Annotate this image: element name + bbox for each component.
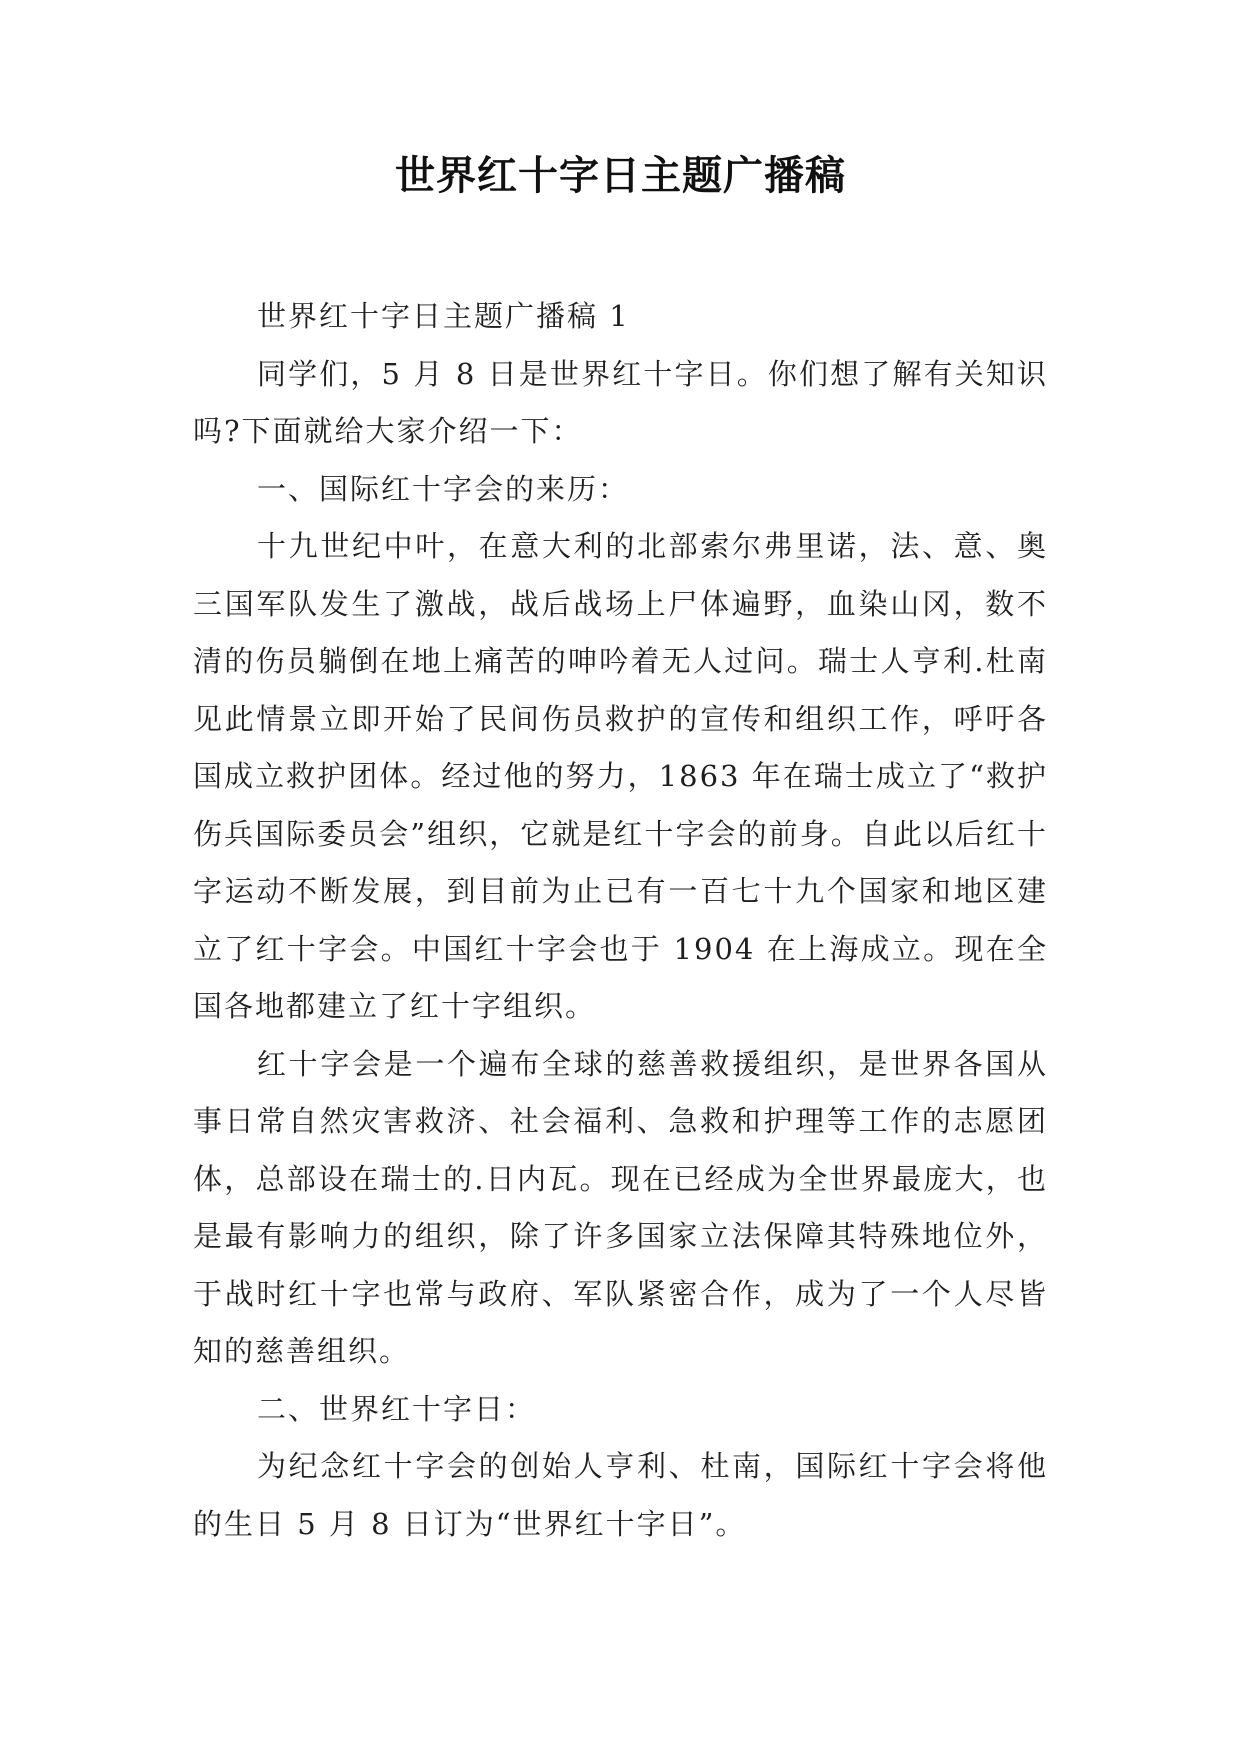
document-title: 世界红十字日主题广播稿 <box>395 152 846 199</box>
paragraph-history: 十九世纪中叶，在意大利的北部索尔弗里诺，法、意、奥三国军队发生了激战，战后战场上尸体遍野，血染山冈，数不清的伤员躺倒在地上痛苦的呻吟着无人过问。瑞士人亨利.杜南见此情景立即开始了民间伤员救护的宣传和组织工作，呼吁各国成立救护团体。经过他的努力，1863 年在瑞士成立了“救护伤兵国际委员会”组织，它就是红十字会的前身。自此以后红十字运动不断发展，到目前为止已有一百七十九个国家和地区建立了红十字会。中国红十字会也于 1904 在上海成立。现在全国各地都建立了红十字组织。 <box>193 529 1048 1023</box>
paragraph-heading-day: 二、世界红十字日： <box>257 1391 537 1426</box>
document-body <box>193 288 1048 1553</box>
paragraph-heading-origin: 一、国际红十字会的来历： <box>257 471 630 506</box>
paragraph-section-heading: 世界红十字日主题广播稿 1 <box>257 299 630 333</box>
paragraph-day-origin: 为纪念红十字会的创始人亨利、杜南，国际红十字会将他的生日 5 月 8 日订为“世界红十字日”。 <box>193 1449 1048 1541</box>
paragraph-intro: 同学们，5 月 8 日是世界红十字日。你们想了解有关知识吗?下面就给大家介绍一下： <box>193 356 1048 448</box>
paragraph-organization: 红十字会是一个遍布全球的慈善救援组织，是世界各国从事日常自然灾害救济、社会福利、急救和护理等工作的志愿团体，总部设在瑞士的.日内瓦。现在已经成为全世界最庞大，也是最有影响力的组织，除了许多国家立法保障其特殊地位外，于战时红十字也常与政府、军队紧密合作，成为了一个人尽皆知的慈善组织。 <box>193 1046 1048 1368</box>
